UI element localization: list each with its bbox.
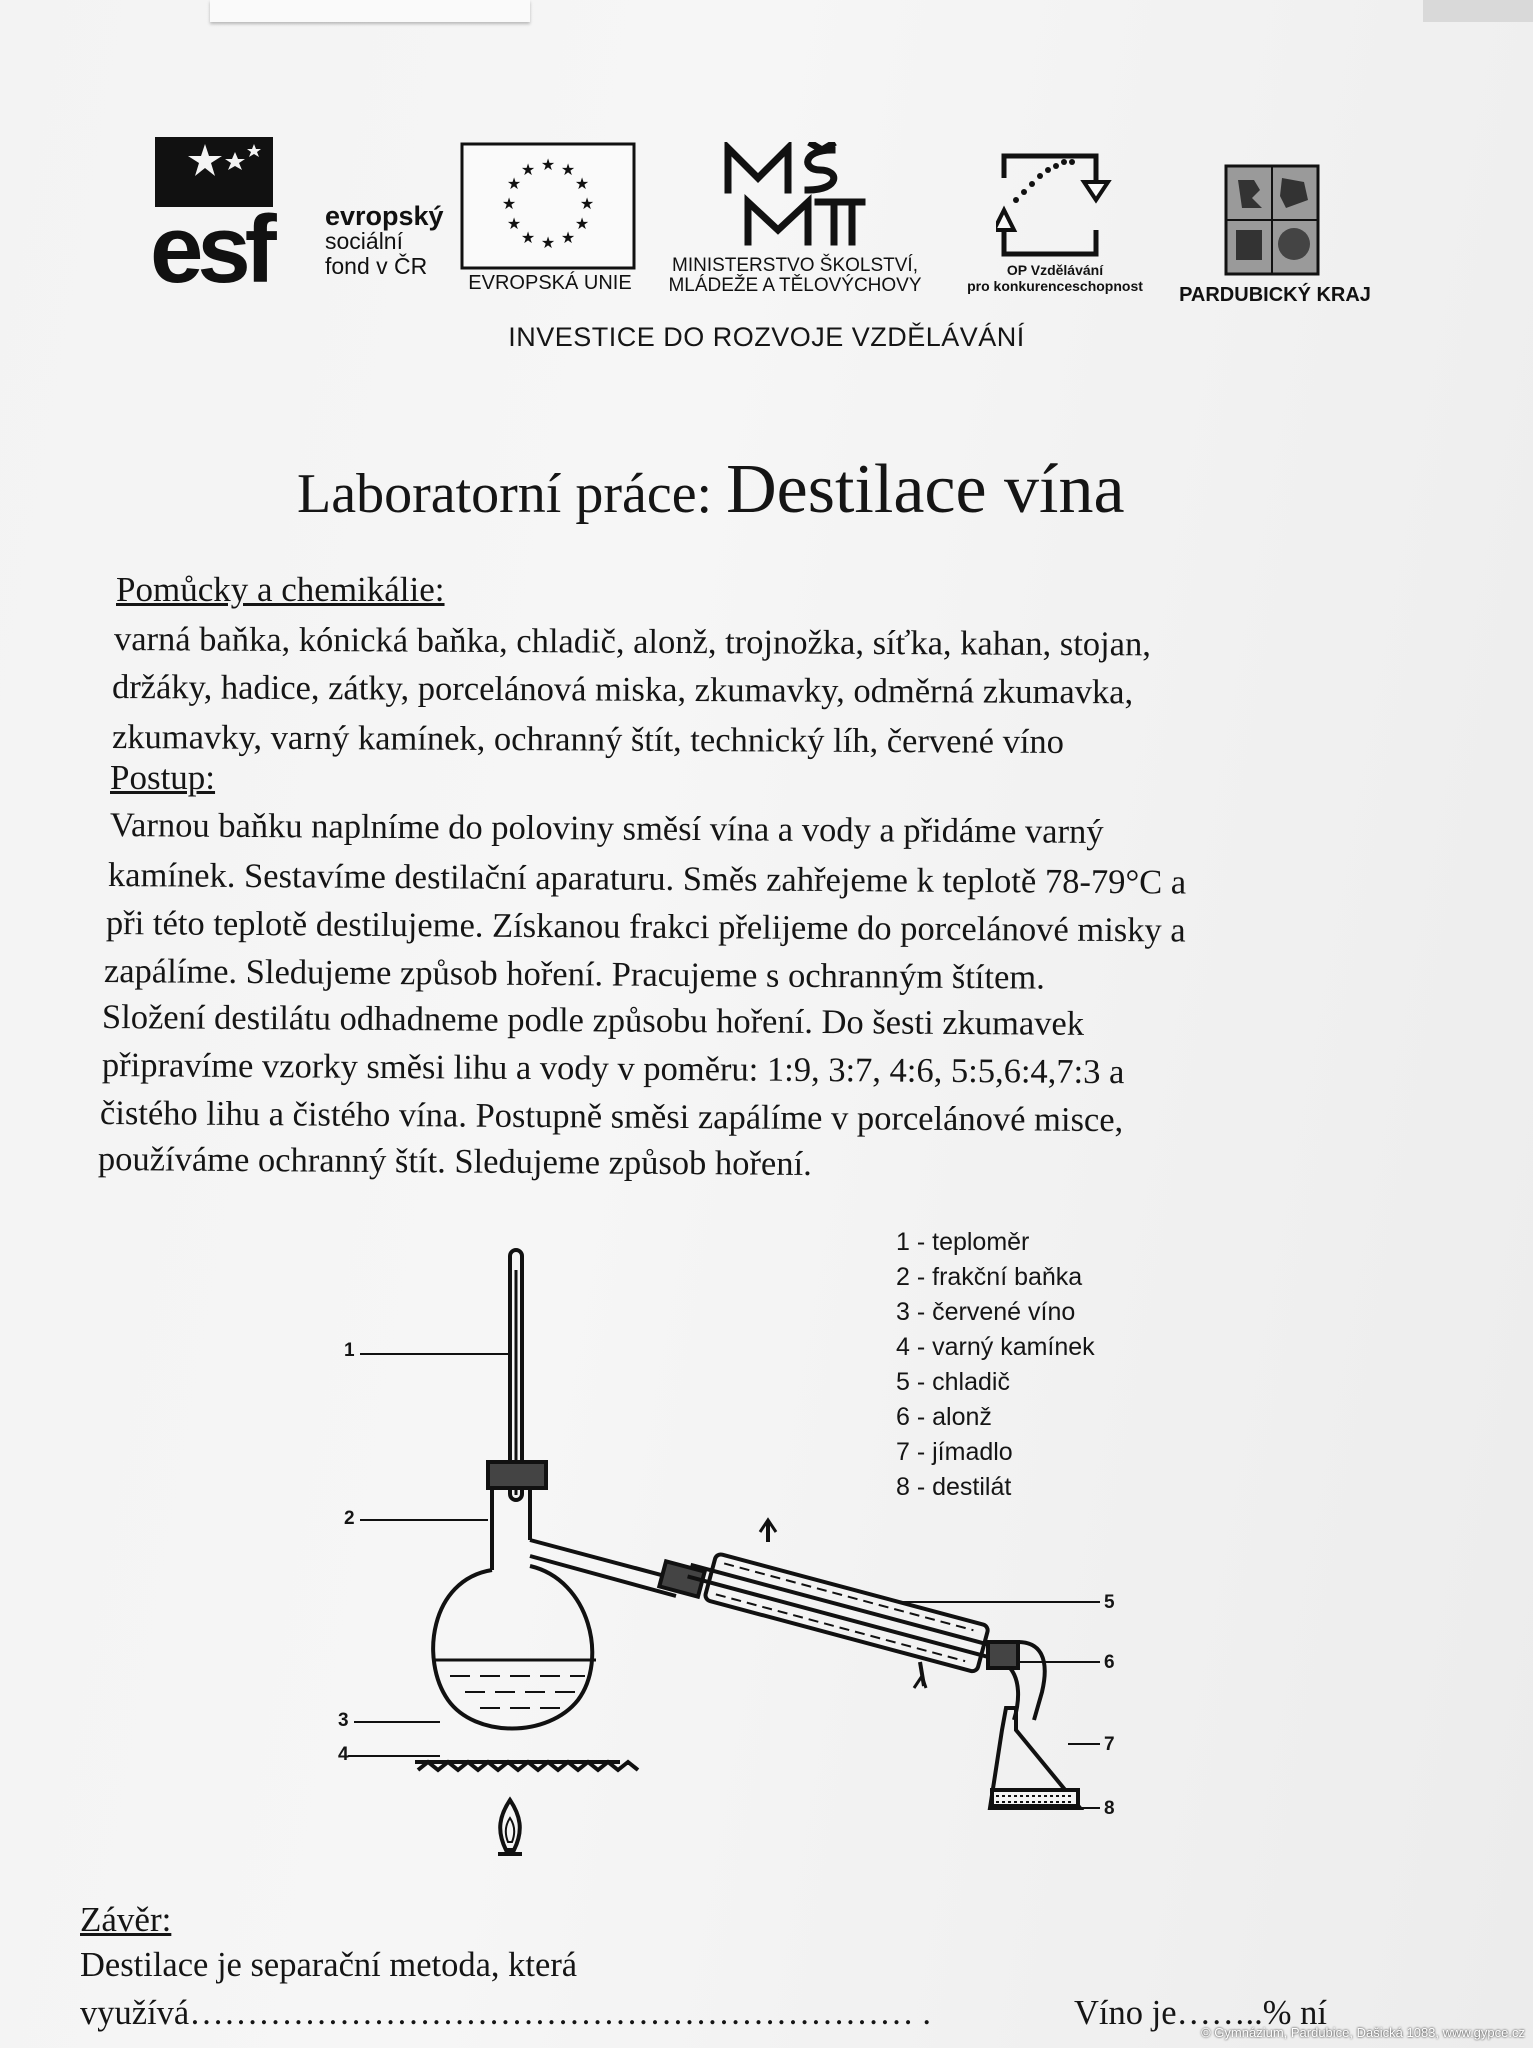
zaver-heading: Závěr: <box>80 1900 172 1939</box>
svg-text:★: ★ <box>520 228 536 247</box>
legend-item: 2 - frakční baňka <box>896 1263 1083 1291</box>
svg-text:★: ★ <box>506 174 522 193</box>
svg-text:★: ★ <box>540 233 556 252</box>
investice-tagline: INVESTICE DO ROZVOJE VZDĚLÁVÁNÍ <box>508 322 1025 352</box>
legend-item: 1 - teploměr <box>896 1228 1030 1256</box>
fraction-flask <box>433 1566 592 1729</box>
callout-1: 1 <box>344 1340 355 1361</box>
callout-7: 7 <box>1104 1734 1115 1755</box>
postup-line: používáme ochranný štít. Sledujeme způsob hoření. <box>97 1140 812 1183</box>
legend-item: 7 - jímadlo <box>896 1438 1013 1466</box>
postup-line: Složení destilátu odhadneme podle způsobu hoření. Do šesti zkumavek <box>101 998 1085 1043</box>
eu-flag-logo <box>460 142 636 270</box>
op-caption: OP Vzdělávání pro konkurenceschopnost <box>967 262 1143 294</box>
top-clip <box>1423 0 1533 22</box>
pardubicky-kraj-caption: PARDUBICKÝ KRAJ <box>1179 284 1371 306</box>
postup-line: při této teplotě destilujeme. Získanou frakci přelijeme do porcelánové misky a <box>105 904 1186 950</box>
svg-text:★: ★ <box>574 174 590 193</box>
distillate <box>992 1790 1078 1806</box>
legend-item: 8 - destilát <box>896 1473 1012 1501</box>
pomucky-line: zkumavky, varný kamínek, ochranný štít, technický líh, červené víno <box>111 718 1065 761</box>
postup-line: zapálíme. Sledujeme způsob hoření. Pracujeme s ochranným štítem. <box>103 952 1045 997</box>
esf-logo <box>150 132 320 292</box>
svg-text:esf: esf <box>150 196 271 292</box>
postup-line: připravíme vzorky směsi lihu a vody v poměru: 1:9, 3:7, 4:6, 5:5,6:4,7:3 a <box>101 1046 1125 1092</box>
attached-note-edge <box>210 0 530 22</box>
svg-text:★: ★ <box>506 214 522 233</box>
legend-item: 3 - červené víno <box>896 1298 1076 1326</box>
svg-text:★: ★ <box>579 194 595 213</box>
postup-heading: Postup: <box>110 758 216 797</box>
pardubicky-kraj-emblem <box>1224 164 1320 276</box>
postup-line: kamínek. Sestavíme destilační aparaturu. Směs zahřejeme k teplotě 78-79°C a <box>107 856 1187 902</box>
callout-3: 3 <box>338 1710 349 1731</box>
adapter-connector <box>988 1642 1018 1668</box>
callout-4: 4 <box>338 1744 349 1765</box>
svg-text:★: ★ <box>540 155 556 174</box>
zaver-line-1: Destilace je separační metoda, která <box>80 1946 578 1984</box>
page-title <box>297 450 1125 530</box>
postup-line: Varnou baňku naplníme do poloviny směsí vína a vody a přidáme varný <box>109 806 1104 851</box>
pomucky-heading: Pomůcky a chemikálie: <box>116 570 445 609</box>
callout-8: 8 <box>1104 1798 1115 1819</box>
callout-2: 2 <box>344 1508 355 1529</box>
svg-text:★: ★ <box>574 214 590 233</box>
pomucky-line: držáky, hadice, zátky, porcelánová miska, zkumavky, odměrná zkumavka, <box>111 668 1134 712</box>
svg-text:★: ★ <box>520 160 536 179</box>
op-vzdelavani-logo <box>996 150 1116 260</box>
legend-item: 4 - varný kamínek <box>896 1333 1095 1361</box>
eu-caption: EVROPSKÁ UNIE <box>468 272 632 294</box>
svg-text:★: ★ <box>501 194 517 213</box>
callout-6: 6 <box>1104 1652 1115 1673</box>
zaver-line-2-right: Víno je……..% ní <box>1074 1994 1327 2032</box>
svg-text:★: ★ <box>560 160 576 179</box>
copyright-watermark: © Gymnázium, Pardubice, Dašická 1083, www.gypce.cz <box>1201 2025 1525 2040</box>
msmt-caption: MINISTERSTVO ŠKOLSTVÍ, MLÁDEŽE A TĚLOVÝCHOVY <box>668 255 922 296</box>
legend-item: 5 - chladič <box>896 1368 1010 1396</box>
stopper <box>488 1462 546 1488</box>
title-main: Destilace vína <box>726 451 1125 528</box>
legend-item: 6 - alonž <box>896 1403 992 1431</box>
postup-line: čistého lihu a čistého vína. Postupně směsi zapálíme v porcelánové misce, <box>99 1094 1124 1140</box>
callout-5: 5 <box>1104 1592 1115 1613</box>
msmt-logo <box>722 142 872 252</box>
title-prefix: Laboratorní práce: <box>297 463 713 525</box>
esf-logo-text: evropský sociální fond v ČR <box>325 201 444 279</box>
pomucky-line: varná baňka, kónická baňka, chladič, alonž, trojnožka, síťka, kahan, stojan, <box>113 620 1151 664</box>
zaver-line-2-left: využívá……………………………………………………… . <box>80 1994 931 2032</box>
condenser <box>683 1547 1014 1679</box>
svg-text:★: ★ <box>560 228 576 247</box>
